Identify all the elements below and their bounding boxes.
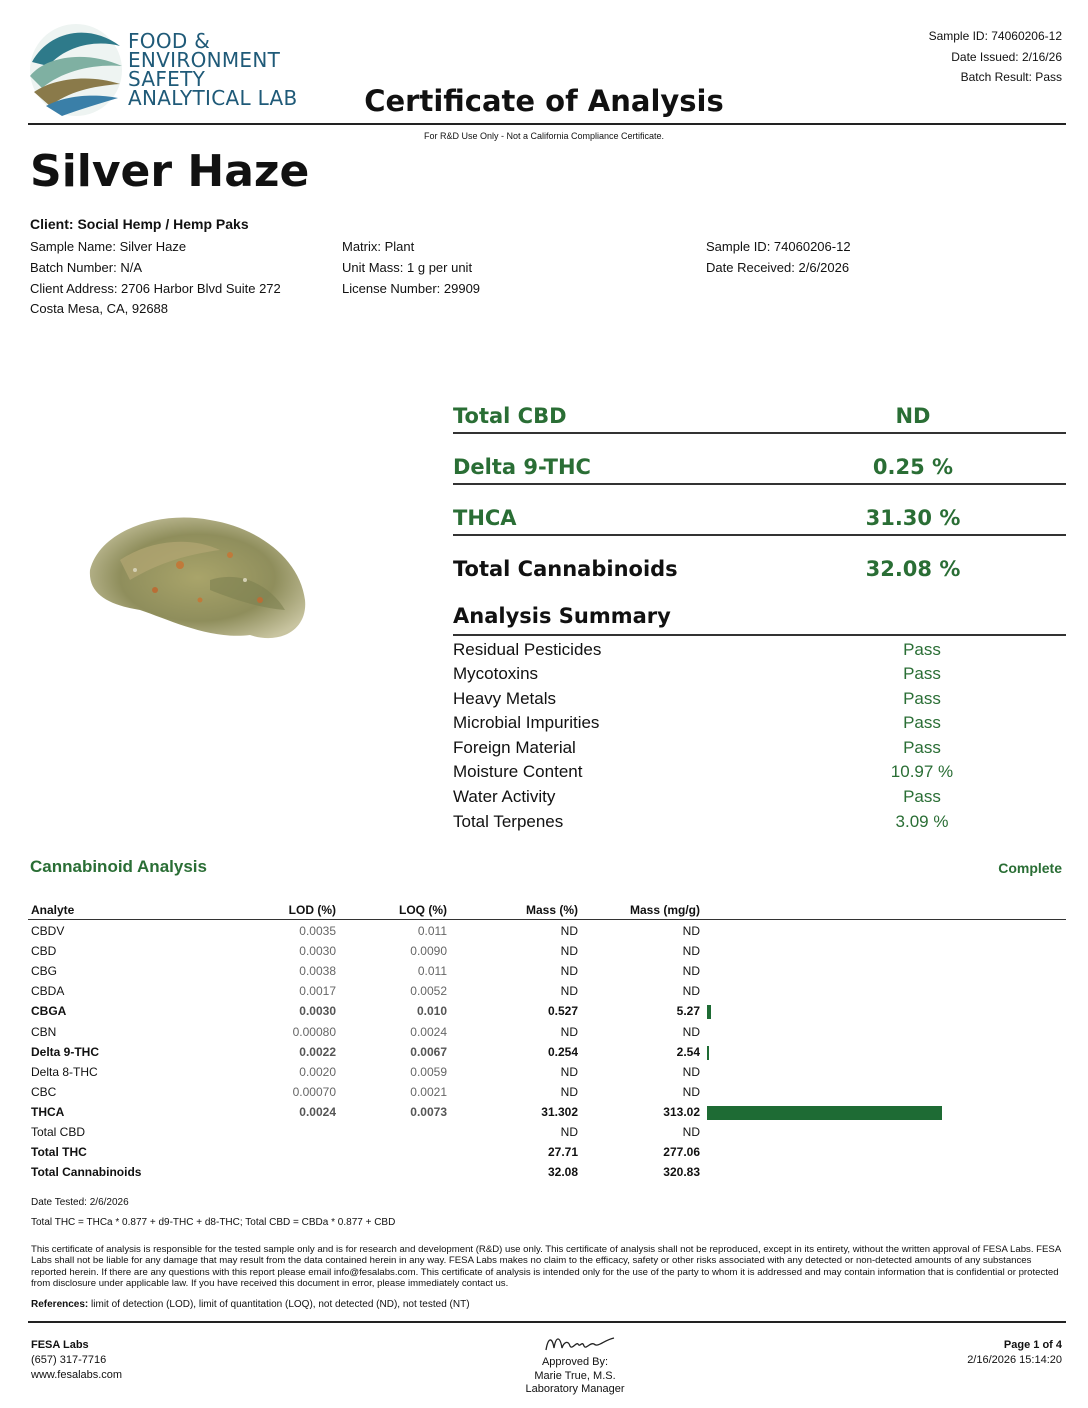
- cannabinoid-analysis-title: Cannabinoid Analysis: [30, 857, 207, 876]
- potency-value: ND: [895, 404, 931, 428]
- analyte-name: Total CBD: [31, 1125, 86, 1139]
- references-label: References:: [31, 1299, 89, 1310]
- approved-by-label: Approved By:: [541, 1356, 609, 1368]
- approver-title: Laboratory Manager: [525, 1383, 625, 1395]
- loq-value: 0.011: [417, 964, 447, 978]
- sample-info-col1: [30, 237, 281, 320]
- header-meta: [929, 26, 1062, 88]
- product-photo: [60, 470, 340, 670]
- mass-mg-value: ND: [682, 1085, 700, 1099]
- lod-value: 0.0020: [299, 1065, 336, 1079]
- footer-company: FESA Labs: [31, 1339, 89, 1351]
- lod-value: 0.0017: [299, 984, 336, 998]
- mass-pct-value: 32.08: [547, 1165, 578, 1179]
- total-formula: Total THC = THCa * 0.877 + d9-THC + d8-THC; Total CBD = CBDa * 0.877 + CBD: [31, 1217, 396, 1228]
- client-address: Client Address: 2706 Harbor Blvd Suite 272: [30, 280, 281, 296]
- loq-value: 0.0059: [410, 1065, 447, 1079]
- mass-pct-value: ND: [560, 1085, 578, 1099]
- lod-value: 0.0030: [299, 1004, 336, 1018]
- mass-pct-value: ND: [560, 1025, 578, 1039]
- mass-mg-value: 2.54: [676, 1045, 700, 1059]
- sample-info-col3: [706, 237, 851, 279]
- potency-label: Total CBD: [453, 404, 567, 428]
- footer-timestamp: 2/16/2026 15:14:20: [967, 1354, 1062, 1366]
- mass-pct-value: ND: [560, 924, 578, 938]
- mass-bar: [707, 1106, 942, 1120]
- mass-mg-value: ND: [682, 964, 700, 978]
- summary-label: Water Activity: [453, 787, 556, 806]
- header-date-issued: Date Issued: 2/16/26: [951, 49, 1062, 64]
- summary-label: Total Terpenes: [453, 812, 564, 831]
- analyte-name: CBGA: [31, 1004, 67, 1018]
- analyte-name: CBD: [31, 944, 57, 958]
- summary-label: Microbial Impurities: [453, 713, 600, 732]
- mass-pct-value: ND: [560, 1065, 578, 1079]
- potency-row-total-cbd: [453, 392, 1066, 434]
- page-number: Page 1 of 4: [1003, 1339, 1062, 1351]
- analyte-name: Delta 8-THC: [31, 1065, 98, 1079]
- analyte-name: CBN: [31, 1025, 57, 1039]
- lod-value: 0.0030: [299, 944, 336, 958]
- rd-disclaimer: For R&D Use Only - Not a California Compliance Certificate.: [423, 131, 665, 141]
- unit-mass: Unit Mass: 1 g per unit: [342, 259, 473, 275]
- footer-divider: [28, 1321, 1066, 1323]
- mass-mg-value: ND: [682, 1065, 700, 1079]
- product-name: Silver Haze: [30, 146, 310, 197]
- summary-label: Heavy Metals: [453, 689, 556, 708]
- summary-label: Residual Pesticides: [453, 640, 602, 659]
- loq-value: 0.011: [417, 924, 447, 938]
- potency-value: 31.30 %: [865, 506, 961, 530]
- potency-label: Delta 9-THC: [453, 455, 591, 479]
- summary-value: Pass: [903, 787, 941, 806]
- analysis-summary-title: Analysis Summary: [453, 604, 671, 628]
- mass-mg-value: 320.83: [663, 1165, 700, 1179]
- mass-pct-value: 0.254: [547, 1045, 578, 1059]
- document-title: Certificate of Analysis: [364, 84, 724, 118]
- analyte-name: CBC: [31, 1085, 57, 1099]
- lod-value: 0.0038: [299, 964, 336, 978]
- date-tested: Date Tested: 2/6/2026: [31, 1197, 129, 1208]
- summary-value: 10.97 %: [890, 762, 954, 781]
- client-city: Costa Mesa, CA, 92688: [30, 301, 169, 317]
- mass-mg-value: 5.27: [676, 1004, 700, 1018]
- potency-row-total-cannabinoids: [453, 545, 1066, 585]
- summary-value: Pass: [903, 738, 941, 757]
- sample-name: Sample Name: Silver Haze: [30, 239, 187, 254]
- potency-value: 32.08 %: [865, 557, 961, 581]
- mass-pct-value: ND: [560, 1125, 578, 1139]
- lod-value: 0.0022: [299, 1045, 336, 1059]
- references-text: limit of detection (LOD), limit of quantitation (LOQ), not detected (ND), not tested (NT): [88, 1299, 470, 1310]
- matrix: Matrix: Plant: [342, 239, 415, 254]
- footer-website: www.fesalabs.com: [31, 1369, 123, 1381]
- potency-label: Total Cannabinoids: [453, 557, 678, 581]
- analyte-name: Delta 9-THC: [31, 1045, 100, 1059]
- logo-line: ENVIRONMENT: [128, 48, 281, 72]
- col-header-analyte: Analyte: [31, 903, 75, 917]
- potency-row-thca: [453, 494, 1066, 536]
- loq-value: 0.010: [416, 1004, 447, 1018]
- header-sample-id: Sample ID: 74060206-12: [928, 29, 1062, 43]
- lod-value: 0.00070: [292, 1085, 336, 1099]
- sample-info-col2: [342, 237, 480, 299]
- loq-value: 0.0021: [410, 1085, 447, 1099]
- mass-pct-value: 27.71: [547, 1145, 578, 1159]
- lod-value: 0.0024: [299, 1105, 336, 1119]
- summary-value: 3.09 %: [895, 812, 949, 831]
- mass-bar: [707, 1046, 709, 1060]
- lod-value: 0.0035: [299, 924, 336, 938]
- summary-label: Moisture Content: [453, 762, 583, 781]
- footer-approval: [480, 1356, 670, 1397]
- mass-pct-value: 0.527: [547, 1004, 578, 1018]
- analyte-name: CBDV: [31, 924, 65, 938]
- potency-label: THCA: [453, 506, 517, 530]
- mass-pct-value: ND: [560, 984, 578, 998]
- analyte-name: CBDA: [31, 984, 65, 998]
- col-header-loq: LOQ (%): [399, 903, 447, 917]
- header-batch-result: Batch Result: Pass: [960, 70, 1062, 84]
- date-received: Date Received: 2/6/2026: [706, 259, 850, 275]
- potency-row-delta9: [453, 443, 1066, 485]
- legal-disclaimer: This certificate of analysis is responsible for the tested sample only and is for research and development (R&D) use only. This certificate of analysis shall not be reproduced, except in its entirety, without the written approval of FESA Labs. FESA Labs shall not be liable for any damage that may result from the data contained herein in any way. FESA Labs makes no claim to the efficacy, safety or other risks associated with any detected or non-detected amounts of any substances reported herein. If there are any questions with this report please email info@fesalabs.com. This certificate of analysis is intended only for the use of the party to whom it is addressed and may contain information that is confidential or protected from disclosure under applicable law. If you have received this document in error, please immediately contact us.: [31, 1244, 1061, 1290]
- mass-pct-value: ND: [560, 964, 578, 978]
- mass-bar: [707, 1005, 711, 1019]
- summary-label: Mycotoxins: [453, 664, 539, 683]
- header-divider: [28, 123, 1066, 125]
- col-header-mass-pct: Mass (%): [525, 903, 578, 917]
- mass-mg-value: ND: [682, 1125, 700, 1139]
- license-number: License Number: 29909: [342, 280, 481, 296]
- potency-value: 0.25 %: [872, 455, 954, 479]
- analysis-summary-divider: [453, 634, 1066, 636]
- analyte-name: CBG: [31, 964, 58, 978]
- logo-line: SAFETY: [128, 67, 206, 91]
- loq-value: 0.0073: [410, 1105, 447, 1119]
- footer-contact: [31, 1338, 122, 1383]
- mass-pct-value: ND: [560, 944, 578, 958]
- mass-mg-value: ND: [682, 984, 700, 998]
- mass-pct-value: 31.302: [541, 1105, 578, 1119]
- summary-value: Pass: [903, 640, 941, 659]
- footer-phone: (657) 317-7716: [31, 1354, 107, 1366]
- col-header-lod: LOD (%): [288, 903, 336, 917]
- mass-mg-value: 277.06: [663, 1145, 700, 1159]
- analyte-name: Total THC: [31, 1145, 87, 1159]
- summary-value: Pass: [903, 713, 941, 732]
- loq-value: 0.0024: [410, 1025, 447, 1039]
- summary-value: Pass: [903, 664, 941, 683]
- signature: [540, 1330, 620, 1356]
- mass-mg-value: ND: [682, 1025, 700, 1039]
- references: [31, 1299, 470, 1310]
- batch-number: Batch Number: N/A: [30, 259, 142, 275]
- footer-page-info: [967, 1338, 1062, 1368]
- lod-value: 0.00080: [292, 1025, 336, 1039]
- loq-value: 0.0052: [410, 984, 447, 998]
- logo-line: FOOD &: [128, 29, 211, 53]
- mass-mg-value: ND: [682, 924, 700, 938]
- cannabinoid-analysis-status: Complete: [998, 860, 1062, 876]
- logo-line: ANALYTICAL LAB: [128, 86, 298, 110]
- sample-id: Sample ID: 74060206-12: [706, 239, 851, 254]
- col-header-mass-mg: Mass (mg/g): [629, 903, 700, 917]
- mass-mg-value: 313.02: [663, 1105, 700, 1119]
- approver-name: Marie True, M.S.: [534, 1369, 616, 1382]
- loq-value: 0.0090: [410, 944, 447, 958]
- loq-value: 0.0067: [410, 1045, 447, 1059]
- table-header-divider: [28, 919, 1066, 920]
- summary-label: Foreign Material: [453, 738, 576, 757]
- client-name: Client: Social Hemp / Hemp Paks: [30, 216, 249, 232]
- analyte-name: Total Cannabinoids: [31, 1165, 142, 1179]
- summary-value: Pass: [903, 689, 941, 708]
- mass-mg-value: ND: [682, 944, 700, 958]
- analyte-name: THCA: [31, 1105, 65, 1119]
